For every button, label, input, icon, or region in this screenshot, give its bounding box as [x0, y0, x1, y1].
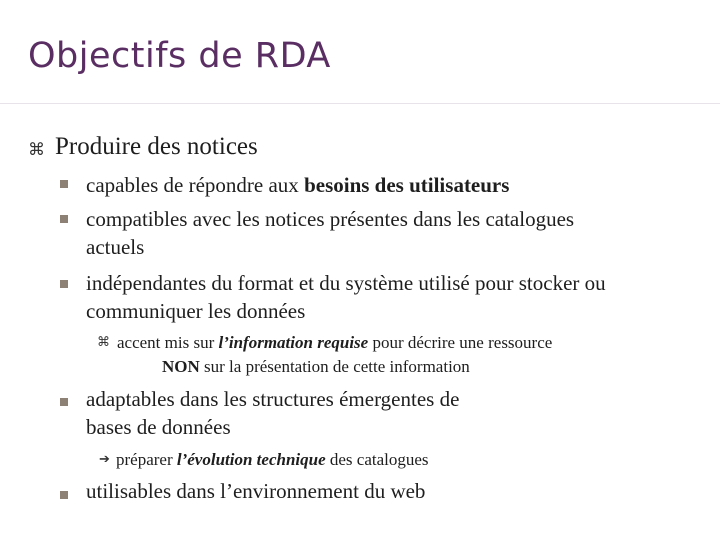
- note-bold: NON: [162, 357, 200, 376]
- item-independantes-line2: communiquer les données: [86, 299, 306, 323]
- item-adaptables-line2: bases de données: [86, 415, 231, 439]
- title-divider: [0, 103, 720, 104]
- note-text: sur la présentation de cette information: [199, 357, 470, 376]
- item-utilisables: utilisables dans l’environnement du web: [86, 479, 426, 503]
- item-text: capables de répondre aux: [86, 173, 305, 197]
- command-key-icon: ⌘: [97, 334, 110, 349]
- item-independantes-line1: indépendantes du format et du système utilisé pour stocker ou: [86, 271, 606, 295]
- item-capables: [86, 170, 509, 201]
- item-bold-text: besoins des utilisateurs: [304, 173, 510, 197]
- command-key-icon: ⌘: [28, 140, 45, 159]
- square-bullet-icon: [60, 280, 68, 288]
- note-text: des catalogues: [325, 450, 429, 469]
- square-bullet-icon: [60, 180, 68, 188]
- slide-title: Objectifs de RDA: [28, 36, 331, 76]
- note-accent-line2: [162, 355, 470, 378]
- item-compatibles-line1: compatibles avec les notices présentes dans les catalogues: [86, 207, 575, 231]
- note-text: accent mis sur: [117, 333, 219, 352]
- note-text: pour décrire une ressource: [368, 333, 553, 352]
- main-bullet-text: Produire des notices: [55, 133, 258, 160]
- note-preparer: [116, 448, 429, 471]
- square-bullet-icon: [60, 398, 68, 406]
- note-accent-line1: [117, 331, 552, 354]
- right-arrow-icon: ➔: [99, 451, 110, 466]
- square-bullet-icon: [60, 491, 68, 499]
- note-bold-italic: l’évolution technique: [176, 450, 326, 469]
- item-adaptables-line1: adaptables dans les structures émergentes de: [86, 387, 460, 411]
- note-text: préparer: [116, 450, 177, 469]
- item-compatibles-line2: actuels: [86, 235, 145, 259]
- square-bullet-icon: [60, 215, 68, 223]
- note-bold-italic: l’information requise: [218, 333, 369, 352]
